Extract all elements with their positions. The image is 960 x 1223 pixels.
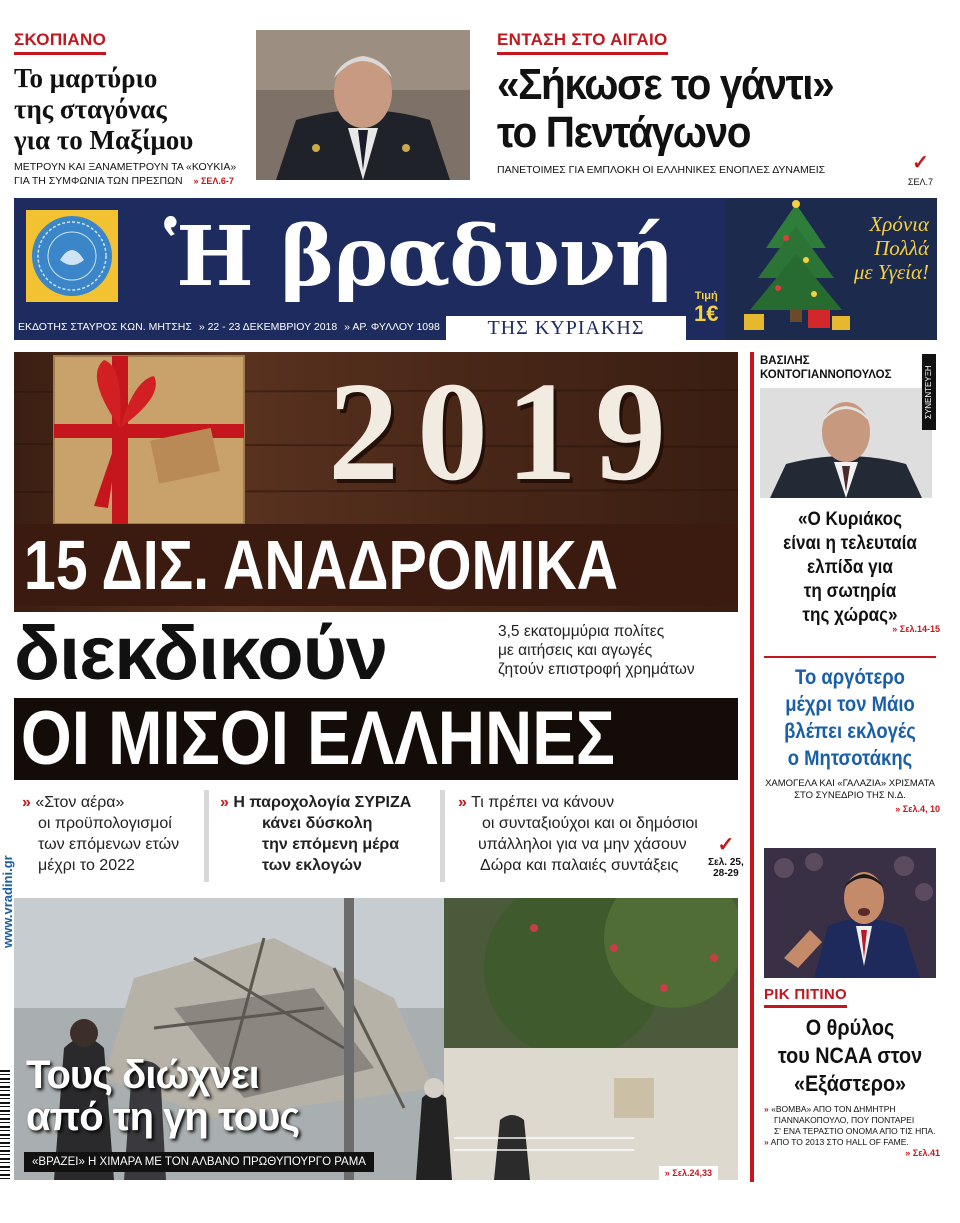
headline-line: για το Μαξίμου xyxy=(14,125,194,155)
bullet-line: των εκλογών xyxy=(262,857,362,874)
headline-line: μέχρι τον Μάιο xyxy=(785,693,915,716)
main-page-ref xyxy=(708,832,744,879)
issue-date: » 22 - 23 ΔΕΚΕΜΒΡΙΟΥ 2018 xyxy=(198,321,338,333)
check-icon: ✓ xyxy=(912,152,929,174)
greeting-line: Πολλά xyxy=(874,236,929,260)
headline-line: Ο θρύλος xyxy=(805,1015,895,1040)
bullet-icon: » xyxy=(764,1104,769,1114)
headline-line: το Πεντάγωνο xyxy=(497,108,751,157)
page-ref-block xyxy=(908,150,933,189)
main-headline-3 xyxy=(14,698,738,780)
bullet-line: Τι πρέπει να κάνουν xyxy=(471,794,615,811)
bullet-line: οι προϋπολογισμοί xyxy=(38,815,172,832)
gift-box-icon xyxy=(44,336,254,532)
top-story-skopiano xyxy=(14,30,240,190)
headline-line: του NCAA στον xyxy=(777,1043,923,1068)
christmas-tree-icon xyxy=(736,198,856,340)
interview-tag: ΣΥΝΕΝΤΕΥΞΗ xyxy=(922,354,936,430)
headline xyxy=(771,664,929,772)
subhead-line: ΓΙΑΝΝΑΚΟΠΟΥΛΟ, ΠΟΥ ΠΟΝΤΑΡΕΙ xyxy=(774,1115,915,1125)
quote-line: είναι η τελευταία xyxy=(783,533,917,554)
headline-line: της σταγόνας xyxy=(14,94,167,124)
masthead-subtitle: ΤΗΣ ΚΥΡΙΑΚΗΣ xyxy=(446,316,686,340)
divider xyxy=(440,790,445,882)
subhead-line: ΣΤΟ ΣΥΝΕΔΡΙΟ ΤΗΣ Ν.Δ. xyxy=(794,790,906,801)
headline-text: ΟΙ ΜΙΣΟΙ ΕΛΛΗΝΕΣ xyxy=(20,698,616,780)
quote-line: ελπίδα για xyxy=(807,557,893,578)
page-ref: ΣΕΛ.7 xyxy=(907,177,933,187)
greeting-text xyxy=(854,212,929,284)
headline xyxy=(14,63,240,156)
quote-line: της χώρας» xyxy=(802,605,898,626)
check-icon: ✓ xyxy=(717,834,735,856)
headline-line: «Εξάστερο» xyxy=(793,1071,907,1096)
sidebar-divider xyxy=(750,352,754,1182)
greeting-line: Χρόνια xyxy=(869,212,929,236)
page-ref: » Σελ.41 xyxy=(905,1148,940,1158)
pitino-photo xyxy=(764,848,936,978)
photo-story xyxy=(14,898,738,1180)
name-line: ΚΟΝΤΟΓΙΑΝΝΟΠΟΥΛΟΣ xyxy=(760,369,892,381)
photo-page-ref: » Σελ.24,33 xyxy=(659,1166,718,1180)
top-story-aigaio xyxy=(497,30,947,190)
interviewee-name xyxy=(760,352,940,382)
headline-line: «Σήκωσε το γάντι» xyxy=(497,60,834,109)
subhead-line-wrap xyxy=(764,1104,940,1115)
sidebar-story-pitino xyxy=(760,986,940,1158)
bullet-icon: » xyxy=(220,794,229,811)
sidebar-interview xyxy=(760,352,940,634)
headline-text: 15 ΔΙΣ. ΑΝΑΔΡΟΜΙΚΑ xyxy=(23,526,619,604)
sidebar-story-mitsotakis xyxy=(760,664,940,814)
quote-line: τη σωτηρία xyxy=(803,581,897,602)
name-line: ΒΑΣΙΛΗΣ xyxy=(760,355,810,367)
seal-logo xyxy=(26,210,118,302)
subhead xyxy=(760,1104,940,1148)
bullet-line: Η παροχολογία ΣΥΡΙΖΑ xyxy=(233,794,412,811)
section-label: ΣΚΟΠΙΑΝΟ xyxy=(14,30,106,55)
sidebar-separator xyxy=(764,656,936,658)
bullet-icon: » xyxy=(22,794,31,811)
barcode-icon xyxy=(0,1070,10,1180)
main-headline-1 xyxy=(14,524,738,606)
photo-caption: «ΒΡΑΖΕΙ» Η ΧΙΜΑΡΑ ΜΕ ΤΟΝ ΑΛΒΑΝΟ ΠΡΩΘΥΠΟΥΡΓΟ ΡΑΜΑ xyxy=(24,1152,374,1172)
issue-number: » ΑΡ. ΦΥΛΛΟΥ 1098 xyxy=(344,321,440,333)
headline-line: Το αργότερο xyxy=(795,666,905,689)
bullet-line: υπάλληλοι για να μην χάσουν xyxy=(478,836,687,853)
subhead-line: ΓΙΑ ΤΗ ΣΥΜΦΩΝΙΑ ΤΩΝ ΠΡΕΣΠΩΝ xyxy=(14,175,183,187)
page-ref: » Σελ.14-15 xyxy=(892,624,940,634)
bullet-1 xyxy=(22,792,212,876)
bullet-line: «Στον αέρα» xyxy=(35,794,125,811)
subhead-line: Σ' ΕΝΑ ΤΕΡΑΣΤΙΟ ΟΝΟΜΑ ΑΠΟ ΤΙΣ ΗΠΑ. xyxy=(774,1126,936,1136)
photo-headline xyxy=(26,1054,299,1138)
page-ref: » ΣΕΛ.6-7 xyxy=(193,176,234,186)
greeting-line: με Υγεία! xyxy=(853,260,929,284)
bullet-line: των επόμενων ετών xyxy=(38,836,180,853)
page-ref: 28-29 xyxy=(713,868,739,879)
greeting-panel xyxy=(694,198,937,340)
masthead-info-bar xyxy=(14,318,444,336)
deck-line: ζητούν επιστροφή χρημάτων xyxy=(498,661,695,678)
page-ref: Σελ. 25, xyxy=(708,857,744,868)
price-label: Τιμή xyxy=(694,290,718,302)
headline xyxy=(497,61,911,157)
interviewee-photo xyxy=(760,388,932,498)
bullet-line: μέχρι το 2022 xyxy=(38,857,135,874)
headline xyxy=(769,1014,931,1098)
subhead-line: «ΒΟΜΒΑ» ΑΠΟ ΤΟΝ ΔΗΜΗΤΡΗ xyxy=(771,1104,896,1114)
bullet-3 xyxy=(458,792,708,876)
bullet-line-wrap xyxy=(220,792,440,813)
bullet-line-wrap xyxy=(22,792,212,813)
price xyxy=(694,290,718,326)
section-label: ΡΙΚ ΠΙΤΙΝΟ xyxy=(764,986,847,1008)
masthead-title: Ἡ βραδυνή xyxy=(164,209,674,305)
page-ref: » Σελ.4, 10 xyxy=(895,804,940,814)
headline-line: βλέπει εκλογές xyxy=(784,720,916,743)
year-figure: 2019 xyxy=(328,352,684,510)
main-deck xyxy=(498,622,738,679)
bullet-2 xyxy=(220,792,440,876)
subhead: ΠΑΝΕΤΟΙΜΕΣ ΓΙΑ ΕΜΠΛΟΚΗ ΟΙ ΕΛΛΗΝΙΚΕΣ ΕΝΟΠΛΕΣ ΔΥΝΑΜΕΙΣ xyxy=(497,164,826,176)
subhead-line-wrap xyxy=(764,1137,940,1148)
subhead-line: ΜΕΤΡΟΥΝ ΚΑΙ ΞΑΝΑΜΕΤΡΟΥΝ ΤΑ «ΚΟΥΚΙΑ» xyxy=(14,161,237,173)
headline-line: Τους διώχνει xyxy=(26,1053,259,1097)
headline-line: Το μαρτύριο xyxy=(14,63,158,93)
deck-line: 3,5 εκατομμύρια πολίτες xyxy=(498,623,665,640)
section-label: ΕΝΤΑΣΗ ΣΤΟ ΑΙΓΑΙΟ xyxy=(497,30,668,55)
subhead xyxy=(760,778,940,802)
bullet-icon: » xyxy=(458,794,467,811)
subhead-line: ΧΑΜΟΓΕΛΑ ΚΑΙ «ΓΑΛΑΖΙΑ» ΧΡΙΣΜΑΤΑ xyxy=(765,778,935,789)
subhead xyxy=(14,160,240,188)
headline-line: ο Μητσοτάκης xyxy=(787,747,913,770)
bullet-line: την επόμενη μέρα xyxy=(262,836,400,853)
quote-line: «Ο Κυριάκος xyxy=(797,509,903,530)
subhead-line: ΑΠΟ ΤΟ 2013 ΣΤΟ HALL OF FAME. xyxy=(770,1137,909,1147)
side-url: www.vradini.gr xyxy=(0,855,15,948)
bullet-line: οι συνταξιούχοι και οι δημόσιοι xyxy=(482,815,698,832)
bullet-line: Δώρα και παλαιές συντάξεις xyxy=(480,857,679,874)
price-value: 1€ xyxy=(694,301,719,326)
interview-quote xyxy=(769,508,931,628)
divider xyxy=(204,790,209,882)
bullet-icon: » xyxy=(764,1137,769,1147)
publisher: ΕΚΔΟΤΗΣ ΣΤΑΥΡΟΣ ΚΩΝ. ΜΗΤΣΗΣ xyxy=(18,321,192,333)
subhead-line-wrap xyxy=(14,174,240,188)
deck-line: με αιτήσεις και αγωγές xyxy=(498,642,653,659)
main-headline-2: διεκδικούν xyxy=(14,611,388,696)
headline-line: από τη γη τους xyxy=(26,1095,300,1139)
bullet-line-wrap xyxy=(458,792,708,813)
bullet-line: κάνει δύσκολη xyxy=(262,815,373,832)
officer-photo xyxy=(256,30,470,180)
masthead xyxy=(14,198,937,340)
